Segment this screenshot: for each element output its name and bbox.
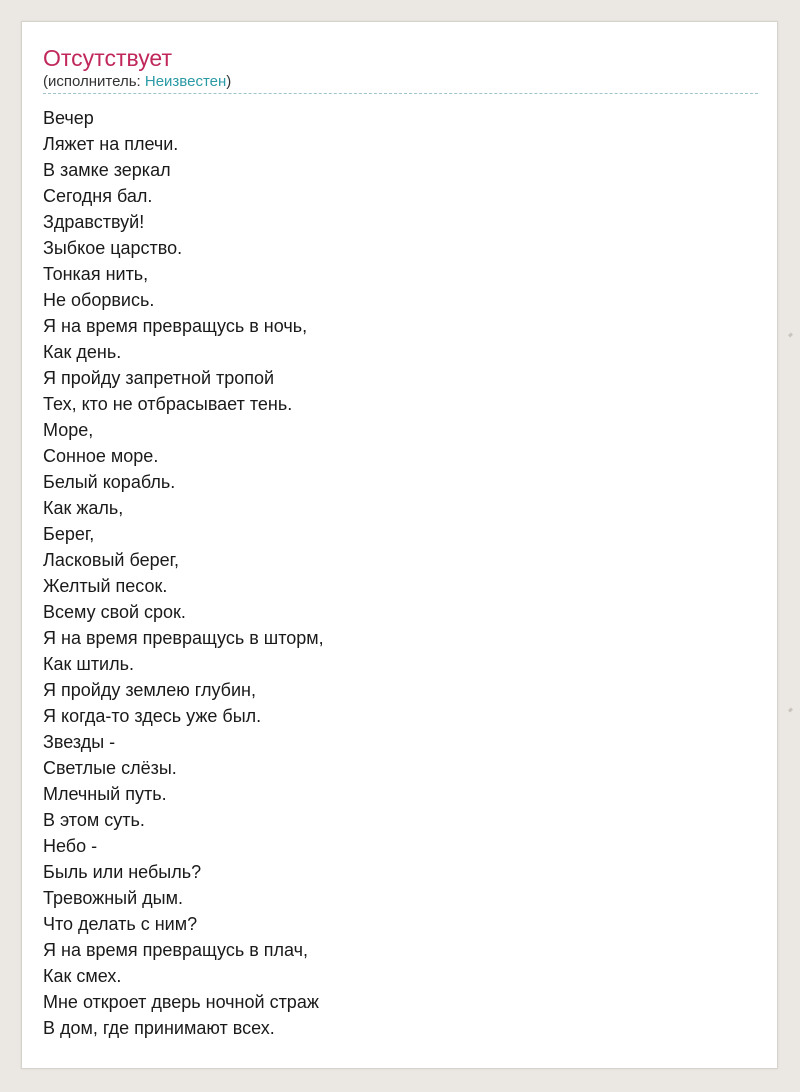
lyric-line: Тех, кто не отбрасывает тень. [43, 394, 293, 414]
lyric-line: Ляжет на плечи. [43, 134, 179, 154]
artist-line [43, 73, 231, 91]
lyric-line: Как штиль. [43, 654, 134, 674]
lyrics-list [43, 105, 324, 1041]
lyric-line: Ласковый берег, [43, 550, 179, 570]
lyric-line: Берег, [43, 524, 95, 544]
lyric-line: Тревожный дым. [43, 888, 183, 908]
lyric-line: Как жаль, [43, 498, 124, 518]
lyric-line: В этом суть. [43, 810, 145, 830]
lyric-line: Звезды - [43, 732, 116, 752]
lyric-line: Желтый песок. [43, 576, 168, 596]
lyric-line: Небо - [43, 836, 98, 856]
lyric-line: Сегодня бал. [43, 186, 153, 206]
song-title: Отсутствует [43, 45, 172, 71]
lyric-line: Сонное море. [43, 446, 159, 466]
lyric-line: В дом, где принимают всех. [43, 1018, 275, 1038]
lyrics-card [21, 21, 778, 1069]
lyric-line: Я когда-то здесь уже был. [43, 706, 262, 726]
artist-suffix: ) [226, 73, 232, 90]
lyric-line: Море, [43, 420, 94, 440]
lyric-line: В замке зеркал [43, 160, 171, 180]
decorative-mark [788, 708, 793, 713]
artist-link[interactable]: Неизвестен [144, 73, 227, 90]
lyric-line: Я пройду запретной тропой [43, 368, 275, 388]
divider [43, 93, 758, 94]
lyric-line: Мне откроет дверь ночной страж [43, 992, 319, 1012]
lyric-line: Я на время превращусь в шторм, [43, 628, 324, 648]
lyric-line: Не оборвись. [43, 290, 155, 310]
decorative-mark [788, 333, 793, 338]
lyric-line: Зыбкое царство. [43, 238, 183, 258]
lyric-line: Как смех. [43, 966, 122, 986]
lyric-line: Быль или небыль? [43, 862, 202, 882]
lyric-line: Что делать с ним? [43, 914, 198, 934]
lyric-line: Я на время превращусь в плач, [43, 940, 309, 960]
lyric-line: Тонкая нить, [43, 264, 149, 284]
artist-prefix: (исполнитель: [43, 73, 145, 90]
lyric-line: Здравствуй! [43, 212, 145, 232]
lyric-line: Всему свой срок. [43, 602, 186, 622]
lyric-line: Вечер [43, 108, 94, 128]
lyric-line: Млечный путь. [43, 784, 167, 804]
lyric-line: Как день. [43, 342, 122, 362]
lyric-line: Я на время превращусь в ночь, [43, 316, 308, 336]
lyric-line: Белый корабль. [43, 472, 176, 492]
lyric-line: Я пройду землею глубин, [43, 680, 256, 700]
lyric-line: Светлые слёзы. [43, 758, 177, 778]
